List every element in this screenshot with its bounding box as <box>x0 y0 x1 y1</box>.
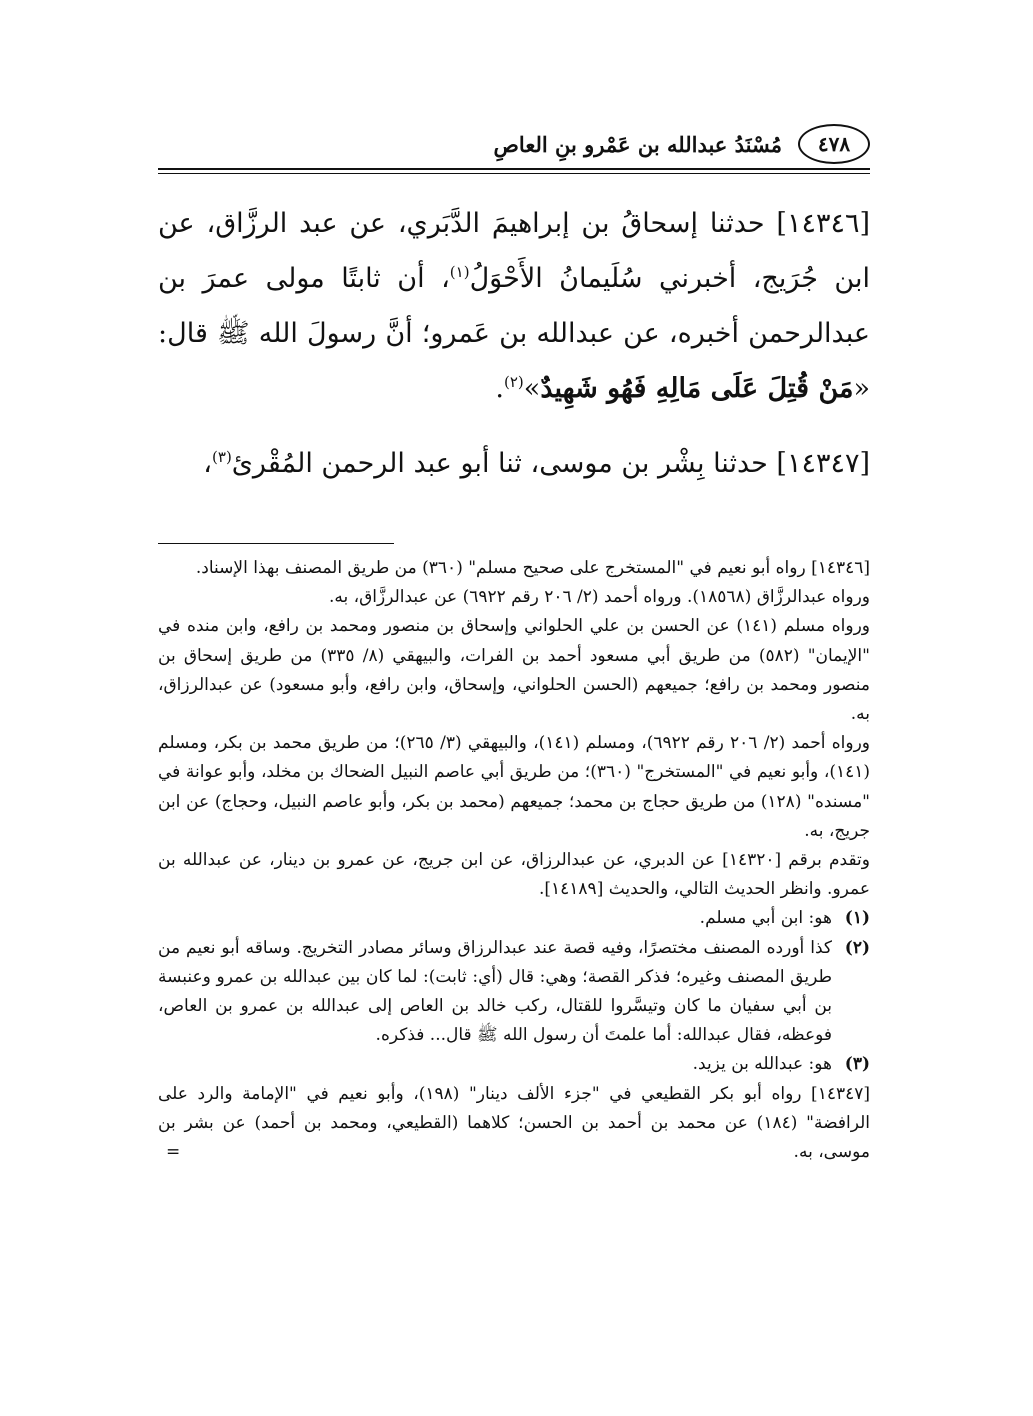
book-page <box>158 120 870 1167</box>
continuation-mark: = <box>166 1142 181 1163</box>
footnote-ref-2: (٢) <box>504 373 524 391</box>
page-header <box>158 120 870 170</box>
footnote-1 <box>158 904 870 933</box>
footnote-3-text: هو: عبدالله بن يزيد. <box>692 1054 832 1075</box>
footnote-3 <box>158 1050 870 1079</box>
hadith-14346-text-b: ، أن ثابتًا مولى عمرَ بن عبدالرحمن أخبره، عن عبدالله بن عَمرو؛ أنَّ رسولَ الله ﷺ قال: « <box>158 263 870 404</box>
footnote-1-text: هو: ابن أبي مسلم. <box>699 908 832 929</box>
footnote-separator-wrap <box>158 521 870 544</box>
quote-close: » <box>523 373 541 404</box>
footnote-3-mark: (٣) <box>844 1054 870 1075</box>
footnote-ref-1: (١) <box>449 263 470 281</box>
takhrij-14346: [١٤٣٤٦] رواه أبو نعيم في "المستخرج على صحيح مسلم" (٣٦٠) من طريق المصنف بهذا الإسناد. <box>195 558 870 578</box>
hadith-14346 <box>158 196 870 416</box>
hadith-14347-end: ، <box>203 448 213 479</box>
prophetic-saying: مَنْ قُتِلَ عَلَى مَالِهِ فَهُو شَهِيدٌ <box>540 373 854 404</box>
footnote-2-text: كذا أورده المصنف مختصرًا، وفيه قصة عند عبدالرزاق وسائر مصادر التخريج. وساقه أبو نعيم من طريق المصنف وغيره؛ فذكر القصة؛ وهي: قال (أي: ثابت): لما كان بين عبدالله بن عمرو وعنبسة بن أبي سفيان ما كان وتيسَّروا للقتال، ركب خالد بن العاص إلى عبدالله بن عمرو بن العاص، فوعظه، فقال عبدالله: أما علمتَ أن رسول الله ﷺ قال... فذكره. <box>158 937 832 1046</box>
footnote-2-mark: (٢) <box>844 937 870 958</box>
hadith-14347 <box>158 436 870 491</box>
takhrij-14347 <box>158 1080 870 1168</box>
takhrij-note: وتقدم برقم [١٤٣٢٠] عن الدبري، عن عبدالرزاق، عن ابن جريج، عن عمرو بن دينار، عن عبدالله بن عمرو. وانظر الحديث التالي، والحديث [١٤١٨٩]. <box>158 850 871 900</box>
takhrij-note: ورواه عبدالرزَّاق (١٨٥٦٨). ورواه أحمد (٢/ ٢٠٦ رقم ٦٩٢٢) عن عبدالرزَّاق، به. <box>328 587 870 608</box>
hadith-14346-text: [١٤٣٤٦] حدثنا إسحاقُ بن إبراهيمَ الدَّبَري، عن عبد الرزَّاق، عن ابن جُرَيج، أخبرني سُلَيمانُ الأَحْوَلُ <box>158 208 870 294</box>
footnotes <box>158 554 870 1167</box>
takhrij-note: ورواه مسلم (١٤١) عن الحسن بن علي الحلواني وإسحاق بن منصور ومحمد بن رافع، وابن منده في "الإيمان" (٥٨٢) من طريق أبي مسعود أحمد بن الفرات، والبيهقي (٨/ ٣٣٥) من طريق إسحاق بن منصور ومحمد بن رافع؛ جميعهم (الحسن الحلواني، وإسحاق، وابن رافع، وأبو مسعود) عن عبدالرزاق، به. <box>158 616 871 725</box>
page-number: ٤٧٨ <box>798 124 870 164</box>
main-text <box>158 196 870 491</box>
running-title: مُسْنَدُ عبدالله بن عَمْرو بنِ العاصِ <box>493 131 782 157</box>
takhrij-14347-text: [١٤٣٤٧] رواه أبو بكر القطيعي في "جزء الألف دينار" (١٩٨)، وأبو نعيم في "الإمامة والرد على الرافضة" (١٨٤) عن محمد بن أحمد بن الحسن؛ كلاهما (القطيعي، ومحمد بن أحمد) عن بشر بن موسى، به. <box>158 1083 870 1163</box>
footnote-1-mark: (١) <box>844 908 870 929</box>
footnote-separator <box>158 543 394 544</box>
takhrij-note: ورواه أحمد (٢/ ٢٠٦ رقم ٦٩٢٢)، ومسلم (١٤١)، والبيهقي (٣/ ٢٦٥)؛ من طريق محمد بن بكر، ومسلم (١٤١)، وأبو نعيم في "المستخرج" (٣٦٠)؛ من طريق أبي عاصم النبيل الضحاك بن مخلد، وأبو عوانة في "مسنده" (١٢٨) من طريق حجاج بن محمد؛ جميعهم (محمد بن بكر، وأبو عاصم النبيل، وحجاج) عن ابن جريج، به. <box>158 733 871 841</box>
hadith-14347-text: [١٤٣٤٧] حدثنا بِشْر بن موسى، ثنا أبو عبد الرحمن المُقْرئ <box>231 448 870 479</box>
footnote-2 <box>158 934 870 1051</box>
footnote-ref-3: (٣) <box>212 448 232 466</box>
hadith-14346-end: . <box>495 373 504 404</box>
